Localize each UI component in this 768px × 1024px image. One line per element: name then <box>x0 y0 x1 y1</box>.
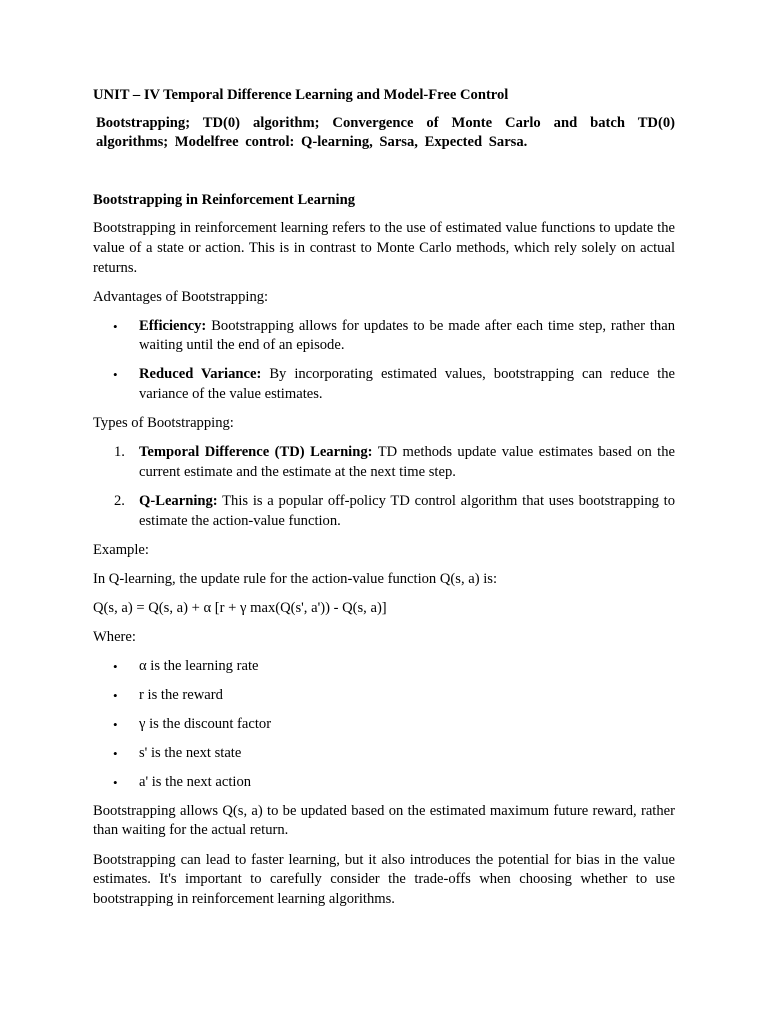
list-number: 2. <box>114 492 125 509</box>
advantages-list <box>93 317 675 405</box>
bullet-icon: • <box>113 367 118 383</box>
list-item-text: This is a popular off-policy TD control algorithm that uses bootstrapping to estimate the action-value function. <box>139 492 675 529</box>
list-item <box>93 657 675 677</box>
list-item <box>93 492 675 531</box>
list-item-text: γ is the discount factor <box>139 715 272 732</box>
list-item <box>93 715 675 735</box>
unit-title: UNIT – IV Temporal Difference Learning and Model-Free Control <box>93 87 509 103</box>
advantages-heading: Advantages of Bootstrapping: <box>93 288 269 305</box>
bullet-icon: • <box>113 687 118 703</box>
example-intro: In Q-learning, the update rule for the action-value function Q(s, a) is: <box>93 570 498 587</box>
formula: Q(s, a) = Q(s, a) + α [r + γ max(Q(s', a')) - Q(s, a)] <box>93 599 387 616</box>
list-item-text: By incorporating estimated values, bootstrapping can reduce the variance of the value estimates. <box>139 366 675 403</box>
list-item <box>93 365 675 404</box>
list-item <box>93 443 675 482</box>
list-item-text: Bootstrapping allows for updates to be made after each time step, rather than waiting until the end of an episode. <box>139 317 675 354</box>
closing-paragraph-2: Bootstrapping can lead to faster learning, but it also introduces the potential for bias in the value estimates. It's important to carefully consider the trade-offs when choosing whether to use bootstrapping in reinforcement learning algorithms. <box>93 851 675 907</box>
example-label: Example: <box>93 541 149 558</box>
list-item-text: TD methods update value estimates based on the current estimate and the estimate at the next time step. <box>139 444 676 480</box>
where-list <box>93 657 675 793</box>
section-heading: Bootstrapping in Reinforcement Learning <box>93 191 356 208</box>
list-item-text: α is the learning rate <box>139 657 259 674</box>
list-number: 1. <box>114 444 125 461</box>
types-heading: Types of Bootstrapping: <box>93 415 234 432</box>
list-item <box>93 773 675 793</box>
intro-paragraph: Bootstrapping in reinforcement learning refers to the use of estimated value functions to update the value of a state or action. This is in contrast to Monte Carlo methods, which rely solely on actual returns. <box>93 220 675 276</box>
bullet-icon: • <box>113 745 118 761</box>
list-item <box>93 686 675 706</box>
list-item-term: Temporal Difference (TD) Learning: <box>139 444 373 461</box>
where-label: Where: <box>93 628 136 645</box>
unit-topics: Bootstrapping; TD(0) algorithm; Convergence of Monte Carlo and batch TD(0) algorithms; Modelfree control: Q-learning, Sarsa, Expected Sarsa. <box>96 114 675 151</box>
document-page <box>93 86 675 919</box>
bullet-icon: • <box>113 318 118 334</box>
list-item-term: Q-Learning: <box>139 492 218 509</box>
types-list <box>93 443 675 531</box>
bullet-icon: • <box>113 658 118 674</box>
bullet-icon: • <box>113 716 118 732</box>
closing-paragraph-1: Bootstrapping allows Q(s, a) to be updated based on the estimated maximum future reward, rather than waiting for the actual return. <box>93 802 675 839</box>
list-item-text: s' is the next state <box>139 744 242 761</box>
list-item-term: Reduced Variance: <box>139 366 262 383</box>
list-item-text: a' is the next action <box>139 773 252 790</box>
list-item <box>93 744 675 764</box>
bullet-icon: • <box>113 774 118 790</box>
list-item-text: r is the reward <box>139 686 223 703</box>
list-item <box>93 317 675 356</box>
list-item-term: Efficiency: <box>139 317 207 334</box>
